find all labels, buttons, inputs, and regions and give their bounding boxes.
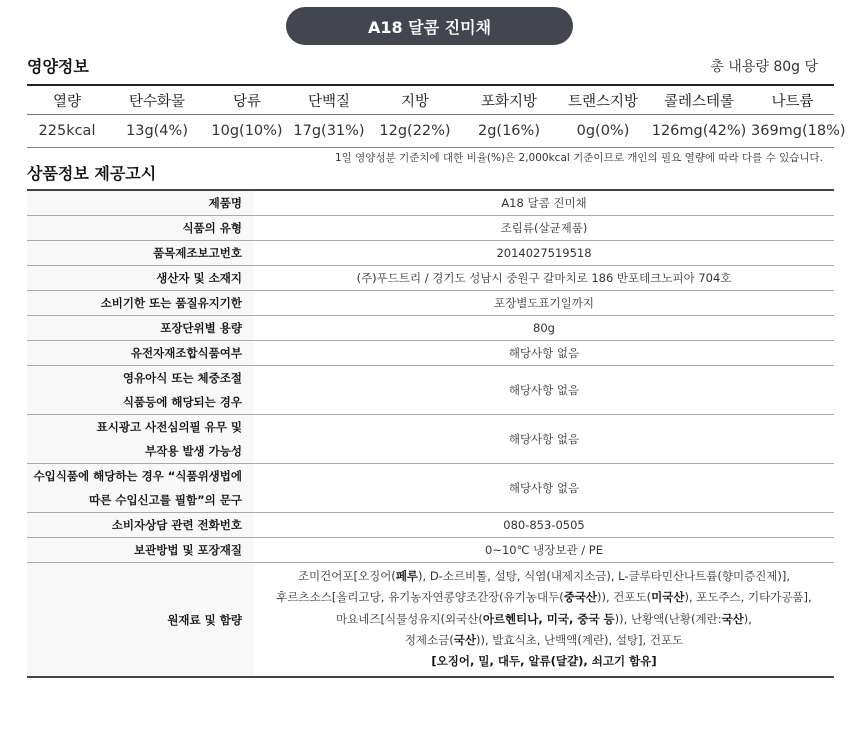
info-row-label: 소비기한 또는 품질유지기한 (27, 291, 254, 316)
info-row (27, 216, 834, 241)
info-row-value: 포장별도표기일까지 (254, 291, 834, 316)
ingredients-line: 정제소금(국산)), 발효식초, 난백액(계란), 설탕], 건포도 (404, 632, 684, 647)
info-row-label: 품목제조보고번호 (27, 241, 254, 266)
info-row-label: 원재료 및 함량 (27, 563, 254, 678)
info-row-value: 해당사항 없음 (254, 415, 834, 464)
info-row (27, 513, 834, 538)
nutrition-header-row (27, 85, 834, 115)
ingredients-line: 마요네즈[식물성유지(외국산(아르헨티나, 미국, 중국 등)), 난황액(난황(계란:국산), (336, 611, 752, 626)
info-row (27, 316, 834, 341)
info-row-ingredients (27, 563, 834, 678)
info-row-value: 80g (254, 316, 834, 341)
info-row-label: 보관방법 및 포장재질 (27, 538, 254, 563)
nutrition-header-cell: 탄수화물 (107, 85, 207, 115)
nutrition-heading: 영양정보 (27, 57, 89, 76)
info-row-label: 생산자 및 소재지 (27, 266, 254, 291)
nutrition-value-cell: 2g(16%) (459, 115, 559, 148)
info-row-value: 해당사항 없음 (254, 464, 834, 513)
info-row-value: 2014027519518 (254, 241, 834, 266)
product-title: A18 달콤 진미채 (367, 17, 492, 37)
nutrition-header-cell: 트랜스지방 (559, 85, 647, 115)
nutrition-value-cell: 369mg(18%) (751, 115, 834, 148)
nutrition-value-cell: 225kcal (27, 115, 107, 148)
nutrition-value-row (27, 115, 834, 148)
info-row (27, 341, 834, 366)
info-row-value: 조림류(살균제품) (254, 216, 834, 241)
info-row-value: 080-853-0505 (254, 513, 834, 538)
ingredients-line: [오징어, 밀, 대두, 알류(달걀), 쇠고기 함유] (431, 654, 657, 669)
nutrition-basis: 총 내용량 80g 당 (710, 59, 818, 75)
info-row (27, 464, 834, 513)
info-row-label: 수입식품에 해당하는 경우 “식품위생법에 따른 수입신고를 필함”의 문구 (27, 464, 254, 513)
nutrition-value-cell: 126mg(42%) (647, 115, 751, 148)
info-row-label: 식품의 유형 (27, 216, 254, 241)
info-row-value: 해당사항 없음 (254, 366, 834, 415)
info-row (27, 366, 834, 415)
ingredients-line: 조미건어포[오징어(페루), D-소르비톨, 설탕, 식염(내제지소금), L-글루타민산나트륨(향미증진제)], (297, 569, 791, 583)
nutrition-value-cell: 13g(4%) (107, 115, 207, 148)
info-row-label: 유전자재조합식품여부 (27, 341, 254, 366)
nutrition-value-cell: 17g(31%) (287, 115, 371, 148)
info-row (27, 415, 834, 464)
ingredients-value (254, 563, 834, 678)
nutrition-header-cell: 콜레스테롤 (647, 85, 751, 115)
nutrition-header-cell: 당류 (207, 85, 287, 115)
info-row-value: (주)푸드트리 / 경기도 성남시 중원구 갈마치로 186 반포테크노피아 704호 (254, 266, 834, 291)
info-row-value: 0~10℃ 냉장보관 / PE (254, 538, 834, 563)
nutrition-header-cell: 열량 (27, 85, 107, 115)
info-row-label: 영유아식 또는 체중조절 식품등에 해당되는 경우 (27, 366, 254, 415)
info-row (27, 291, 834, 316)
info-row-label: 제품명 (27, 190, 254, 216)
info-row-label: 소비자상담 관련 전화번호 (27, 513, 254, 538)
nutrition-table (27, 84, 846, 148)
nutrition-header-cell: 단백질 (287, 85, 371, 115)
info-row-label: 포장단위별 용량 (27, 316, 254, 341)
nutrition-value-cell: 12g(22%) (371, 115, 459, 148)
nutrition-header-cell: 지방 (371, 85, 459, 115)
info-row-label: 표시광고 사전심의필 유무 및 부작용 발생 가능성 (27, 415, 254, 464)
info-row-value: A18 달콤 진미채 (254, 190, 834, 216)
nutrition-footnote: 1일 영양성분 기준치에 대한 비율(%)은 2,000kcal 기준이므로 개인의 필요 열량에 따라 다를 수 있습니다. (335, 152, 823, 164)
nutrition-header-cell: 나트륨 (751, 85, 834, 115)
info-row-value: 해당사항 없음 (254, 341, 834, 366)
nutrition-header-cell: 포화지방 (459, 85, 559, 115)
product-info-table (27, 189, 834, 678)
nutrition-value-cell: 0g(0%) (559, 115, 647, 148)
info-row (27, 190, 834, 216)
info-row (27, 266, 834, 291)
info-row (27, 241, 834, 266)
info-row (27, 538, 834, 563)
product-info-heading: 상품정보 제공고시 (27, 164, 157, 183)
product-title-badge (286, 7, 573, 45)
ingredients-line: 후르츠소스[올리고당, 유기농자연콩양조간장(유기농대두(중국산)), 건포도(미국산), 포도주스, 기타가공품], (276, 590, 812, 605)
nutrition-value-cell: 10g(10%) (207, 115, 287, 148)
